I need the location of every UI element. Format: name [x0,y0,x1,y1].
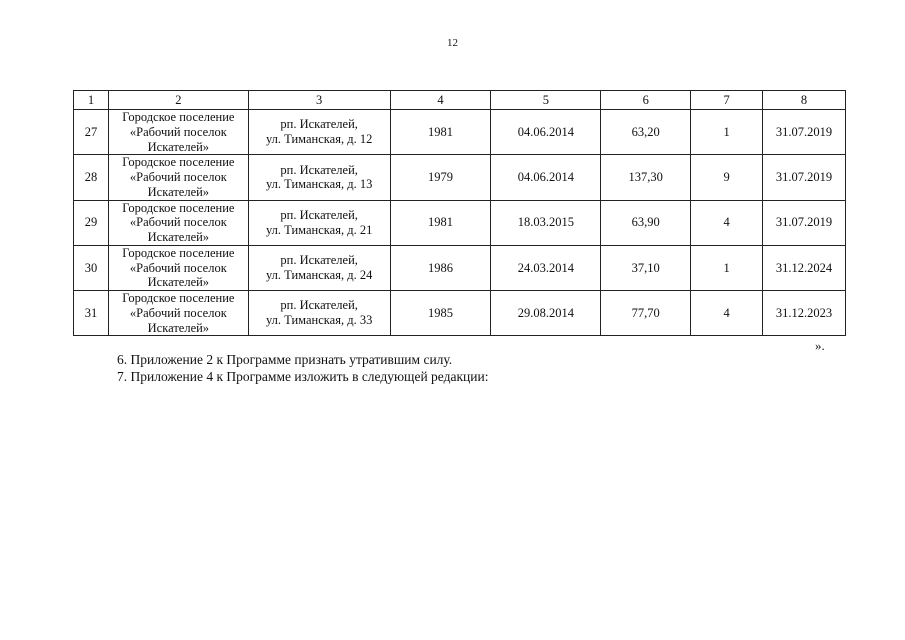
row-number: 28 [74,155,109,200]
address-cell: рп. Искателей, ул. Тиманская, д. 13 [248,155,390,200]
address-cell: рп. Искателей, ул. Тиманская, д. 21 [248,200,390,245]
column-header: 7 [691,91,763,110]
row-number: 29 [74,200,109,245]
date-cell: 04.06.2014 [491,155,601,200]
housing-table [73,90,846,336]
year-cell: 1981 [390,200,491,245]
deadline-cell: 31.07.2019 [763,110,846,155]
settlement-cell: Городское поселение «Рабочий поселок Искателей» [108,155,248,200]
page-number: 12 [447,37,458,49]
column-header: 1 [74,91,109,110]
area-cell: 77,70 [601,291,691,336]
address-cell: рп. Искателей, ул. Тиманская, д. 24 [248,245,390,290]
area-cell: 63,90 [601,200,691,245]
date-cell: 04.06.2014 [491,110,601,155]
column-header: 3 [248,91,390,110]
address-cell: рп. Искателей, ул. Тиманская, д. 33 [248,291,390,336]
column-header: 8 [763,91,846,110]
settlement-cell: Городское поселение «Рабочий поселок Искателей» [108,110,248,155]
deadline-cell: 31.07.2019 [763,200,846,245]
deadline-cell: 31.12.2023 [763,291,846,336]
table-row [74,291,846,336]
count-cell: 1 [691,110,763,155]
column-header: 2 [108,91,248,110]
count-cell: 4 [691,291,763,336]
year-cell: 1986 [390,245,491,290]
date-cell: 29.08.2014 [491,291,601,336]
deadline-cell: 31.12.2024 [763,245,846,290]
column-header: 4 [390,91,491,110]
settlement-cell: Городское поселение «Рабочий поселок Искателей» [108,291,248,336]
year-cell: 1981 [390,110,491,155]
count-cell: 9 [691,155,763,200]
count-cell: 4 [691,200,763,245]
row-number: 27 [74,110,109,155]
column-header: 5 [491,91,601,110]
table-row [74,155,846,200]
closing-quote: ». [815,338,825,353]
address-cell: рп. Искателей, ул. Тиманская, д. 12 [248,110,390,155]
table-header-row [74,91,846,110]
count-cell: 1 [691,245,763,290]
table-row [74,245,846,290]
area-cell: 37,10 [601,245,691,290]
area-cell: 63,20 [601,110,691,155]
body-text [117,351,488,385]
column-header: 6 [601,91,691,110]
year-cell: 1979 [390,155,491,200]
area-cell: 137,30 [601,155,691,200]
year-cell: 1985 [390,291,491,336]
table-row [74,110,846,155]
row-number: 30 [74,245,109,290]
date-cell: 18.03.2015 [491,200,601,245]
deadline-cell: 31.07.2019 [763,155,846,200]
row-number: 31 [74,291,109,336]
table-row [74,200,846,245]
paragraph-6: 6. Приложение 2 к Программе признать утратившим силу. [117,352,453,367]
settlement-cell: Городское поселение «Рабочий поселок Искателей» [108,200,248,245]
paragraph-7: 7. Приложение 4 к Программе изложить в следующей редакции: [117,369,489,384]
date-cell: 24.03.2014 [491,245,601,290]
settlement-cell: Городское поселение «Рабочий поселок Искателей» [108,245,248,290]
